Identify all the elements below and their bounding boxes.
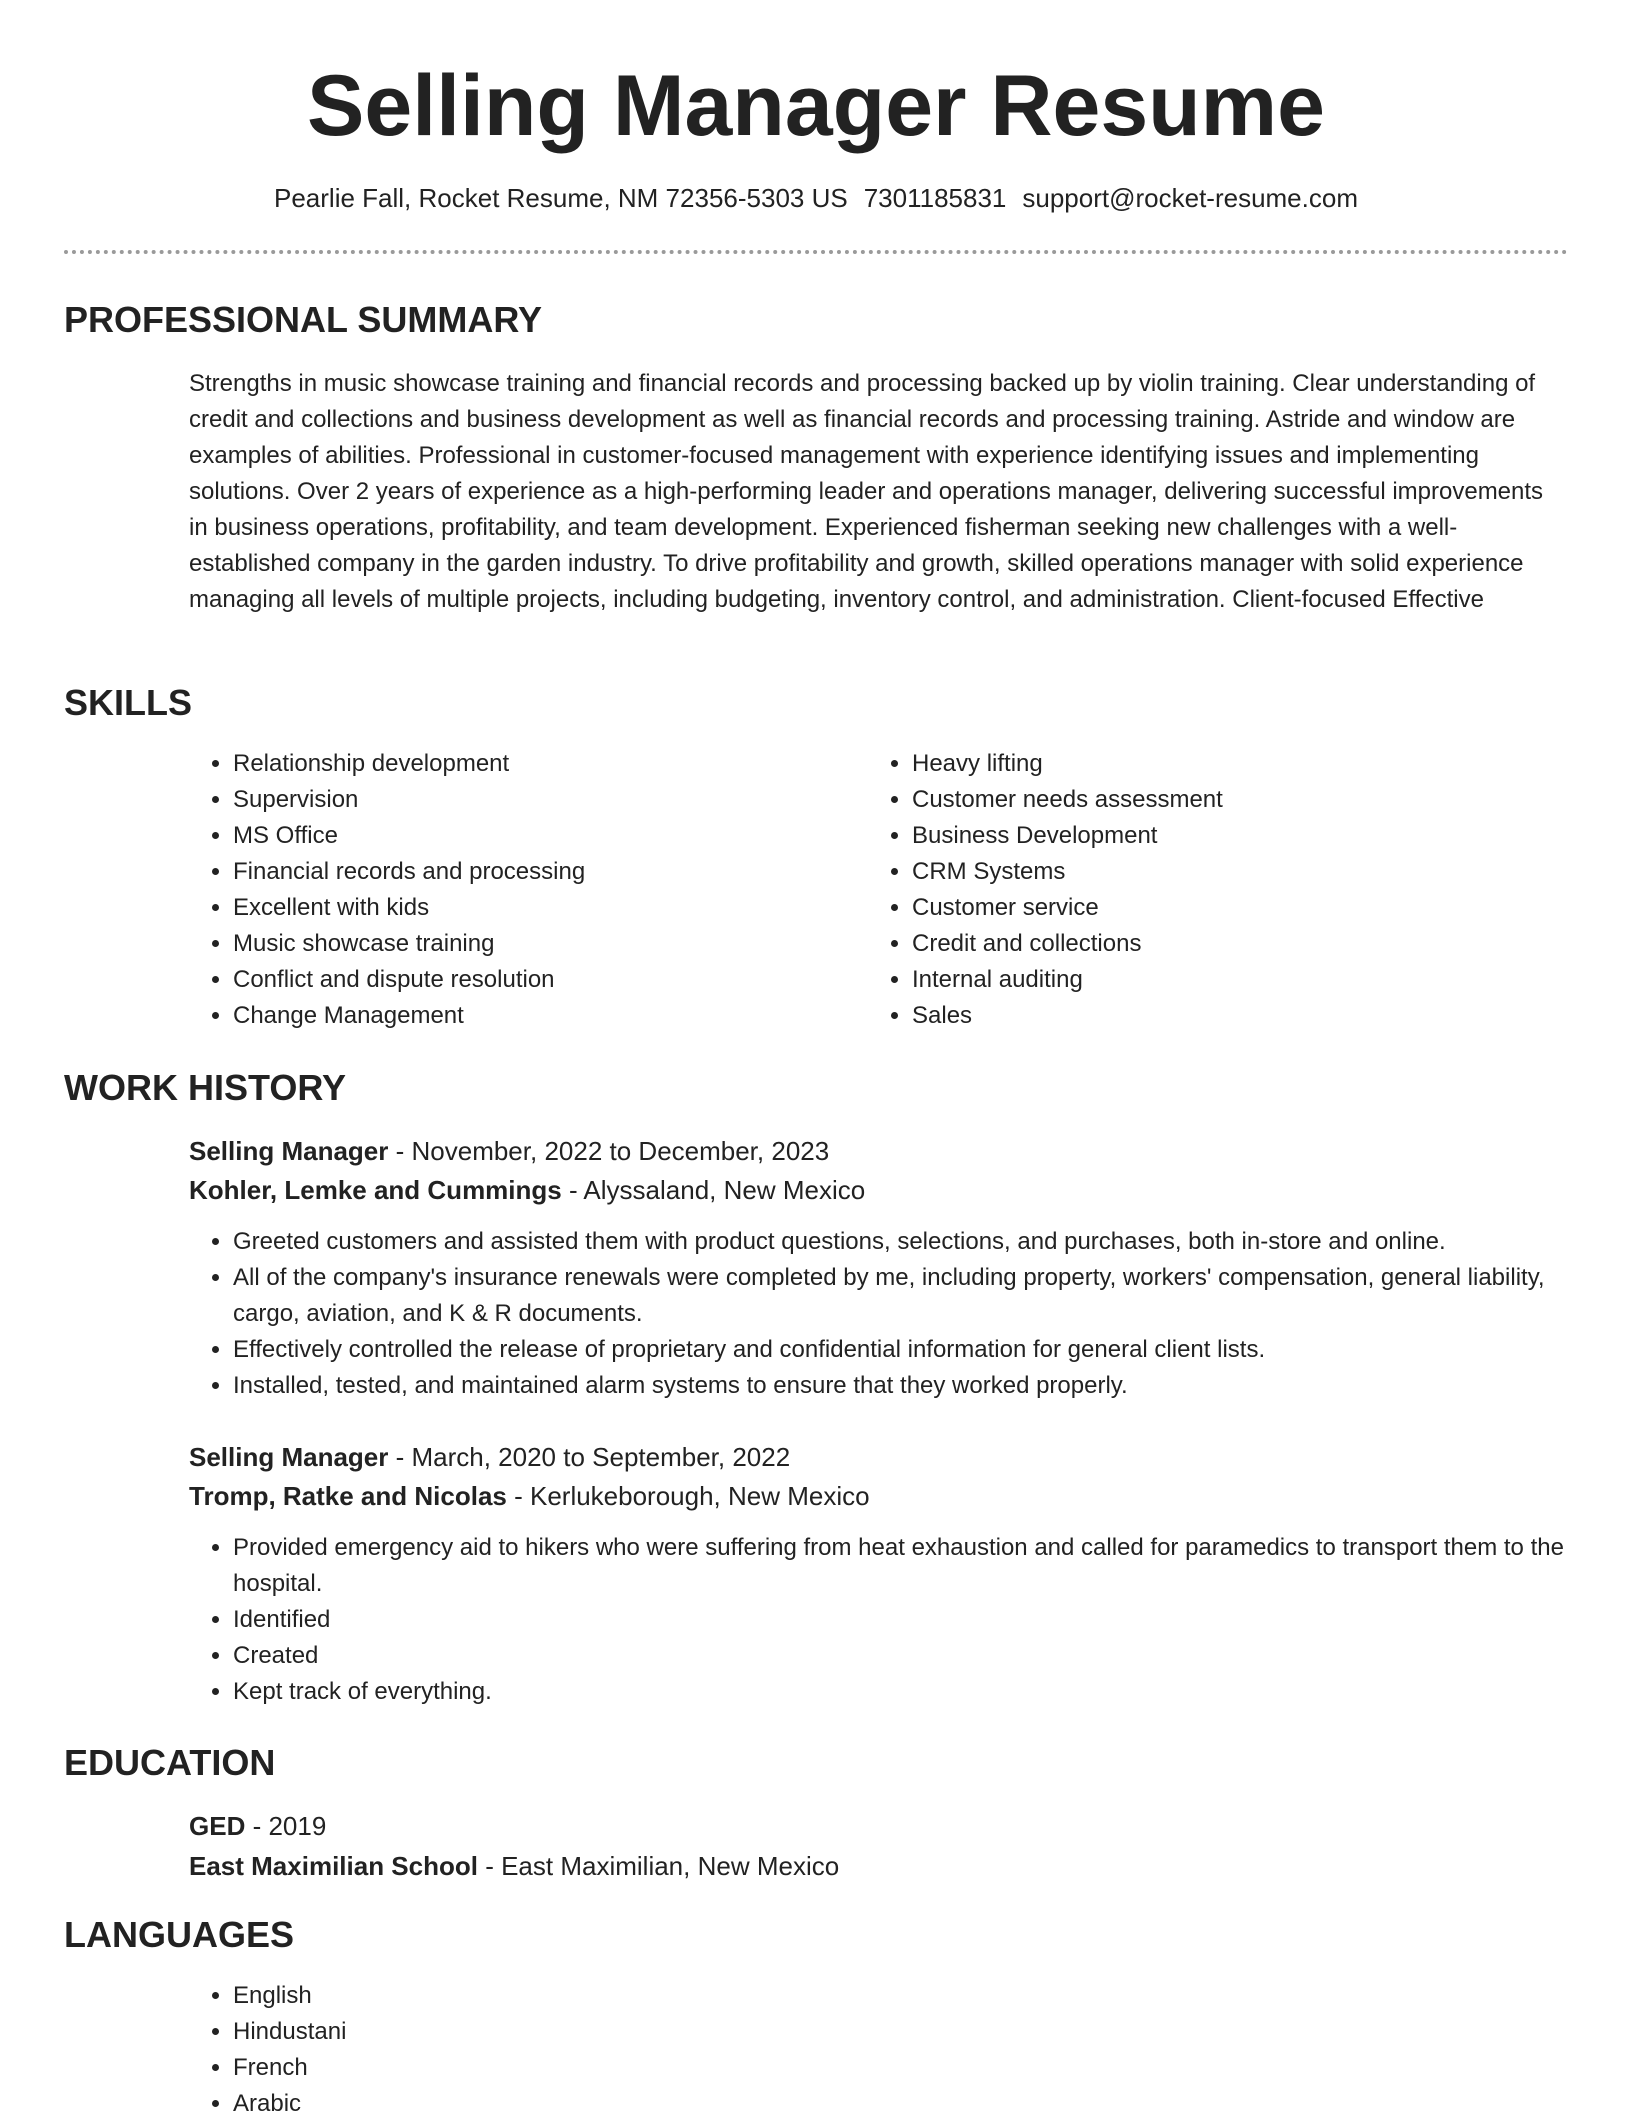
education-heading: EDUCATION xyxy=(64,1742,276,1783)
job-title-line xyxy=(189,1132,1564,1171)
skill-item: • Heavy lifting xyxy=(912,746,1548,782)
skill-item: • Sales xyxy=(912,998,1548,1034)
skill-item: • Business Development xyxy=(912,818,1548,854)
education-school: East Maximilian School xyxy=(189,1851,478,1881)
languages-heading: LANGUAGES xyxy=(64,1914,295,1955)
education-degree-line xyxy=(189,1806,1564,1846)
job-bullet: • Identified xyxy=(233,1602,1564,1638)
job-company-line xyxy=(189,1477,1564,1516)
contact-email: support@rocket-resume.com xyxy=(1022,183,1358,213)
work-history-heading: WORK HISTORY xyxy=(64,1067,347,1108)
language-item: • Arabic xyxy=(233,2086,789,2122)
skill-item: • MS Office xyxy=(233,818,849,854)
contact-address: Pearlie Fall, Rocket Resume, NM 72356-5303 US xyxy=(274,183,848,213)
skills-list-left xyxy=(189,746,849,1034)
job-bullet: • Greeted customers and assisted them with product questions, selections, and purchases, both in-store and online. xyxy=(233,1224,1564,1260)
skill-item: • Internal auditing xyxy=(912,962,1548,998)
skill-item: • Excellent with kids xyxy=(233,890,849,926)
skill-item: • Supervision xyxy=(233,782,849,818)
job-entry-1 xyxy=(189,1132,1564,1404)
job-location: - Alyssaland, New Mexico xyxy=(561,1175,866,1205)
job-dates: - March, 2020 to September, 2022 xyxy=(388,1442,791,1472)
skill-item: • Customer service xyxy=(912,890,1548,926)
job-title: Selling Manager xyxy=(189,1136,389,1166)
education-entry xyxy=(189,1806,1564,1886)
skill-item: • CRM Systems xyxy=(912,854,1548,890)
job-company: Tromp, Ratke and Nicolas xyxy=(189,1481,507,1511)
job-entry-2 xyxy=(189,1438,1564,1710)
job-company-line xyxy=(189,1171,1564,1210)
contact-line xyxy=(0,180,1632,216)
skill-item: • Customer needs assessment xyxy=(912,782,1548,818)
education-school-line xyxy=(189,1846,1564,1886)
skill-item: • Change Management xyxy=(233,998,849,1034)
languages-list xyxy=(189,1978,789,2122)
contact-phone: 7301185831 xyxy=(863,183,1007,213)
header-divider xyxy=(64,250,1568,254)
language-item: • Hindustani xyxy=(233,2014,789,2050)
summary-text: Strengths in music showcase training and financial records and processing backed up by violin training. Clear understanding of credit and collections and business development as well as financial records and processing training. Astride and window are examples of abilities. Professional in customer-focused management with experience identifying issues and implementing solutions. Over 2 years of experience as a high-performing leader and operations manager, delivering successful improvements in business operations, profitability, and team development. Experienced fisherman seeking new challenges with a well-established company in the garden industry. To drive profitability and growth, skilled operations manager with solid experience managing all levels of multiple projects, including budgeting, inventory control, and administration. Client-focused Effective xyxy=(189,370,1544,613)
education-degree: GED xyxy=(189,1811,246,1841)
resume-title: Selling Manager Resume xyxy=(307,58,1325,154)
skill-item: • Music showcase training xyxy=(233,926,849,962)
job-location: - Kerlukeborough, New Mexico xyxy=(506,1481,870,1511)
skill-item: • Credit and collections xyxy=(912,926,1548,962)
job-bullet: • Installed, tested, and maintained alarm systems to ensure that they worked properly. xyxy=(233,1368,1564,1404)
job-company: Kohler, Lemke and Cummings xyxy=(189,1175,562,1205)
summary-heading: PROFESSIONAL SUMMARY xyxy=(64,299,543,340)
skill-item: • Conflict and dispute resolution xyxy=(233,962,849,998)
skills-heading: SKILLS xyxy=(64,682,193,723)
skills-list-right xyxy=(868,746,1548,1034)
job-bullet: • Created xyxy=(233,1638,1564,1674)
skill-item: • Financial records and processing xyxy=(233,854,849,890)
language-item: • French xyxy=(233,2050,789,2086)
job-bullet: • Kept track of everything. xyxy=(233,1674,1564,1710)
job-bullet: • All of the company's insurance renewals were completed by me, including property, workers' compensation, general liability, cargo, aviation, and K & R documents. xyxy=(233,1260,1564,1332)
education-year: - 2019 xyxy=(245,1811,327,1841)
education-location: - East Maximilian, New Mexico xyxy=(477,1851,840,1881)
job-bullet: • Provided emergency aid to hikers who were suffering from heat exhaustion and called for paramedics to transport them to the hospital. xyxy=(233,1530,1564,1602)
job-title-line xyxy=(189,1438,1564,1477)
job-dates: - November, 2022 to December, 2023 xyxy=(388,1136,830,1166)
language-item: • English xyxy=(233,1978,789,2014)
skill-item: • Relationship development xyxy=(233,746,849,782)
job-title: Selling Manager xyxy=(189,1442,389,1472)
job-bullet: • Effectively controlled the release of proprietary and confidential information for general client lists. xyxy=(233,1332,1564,1368)
